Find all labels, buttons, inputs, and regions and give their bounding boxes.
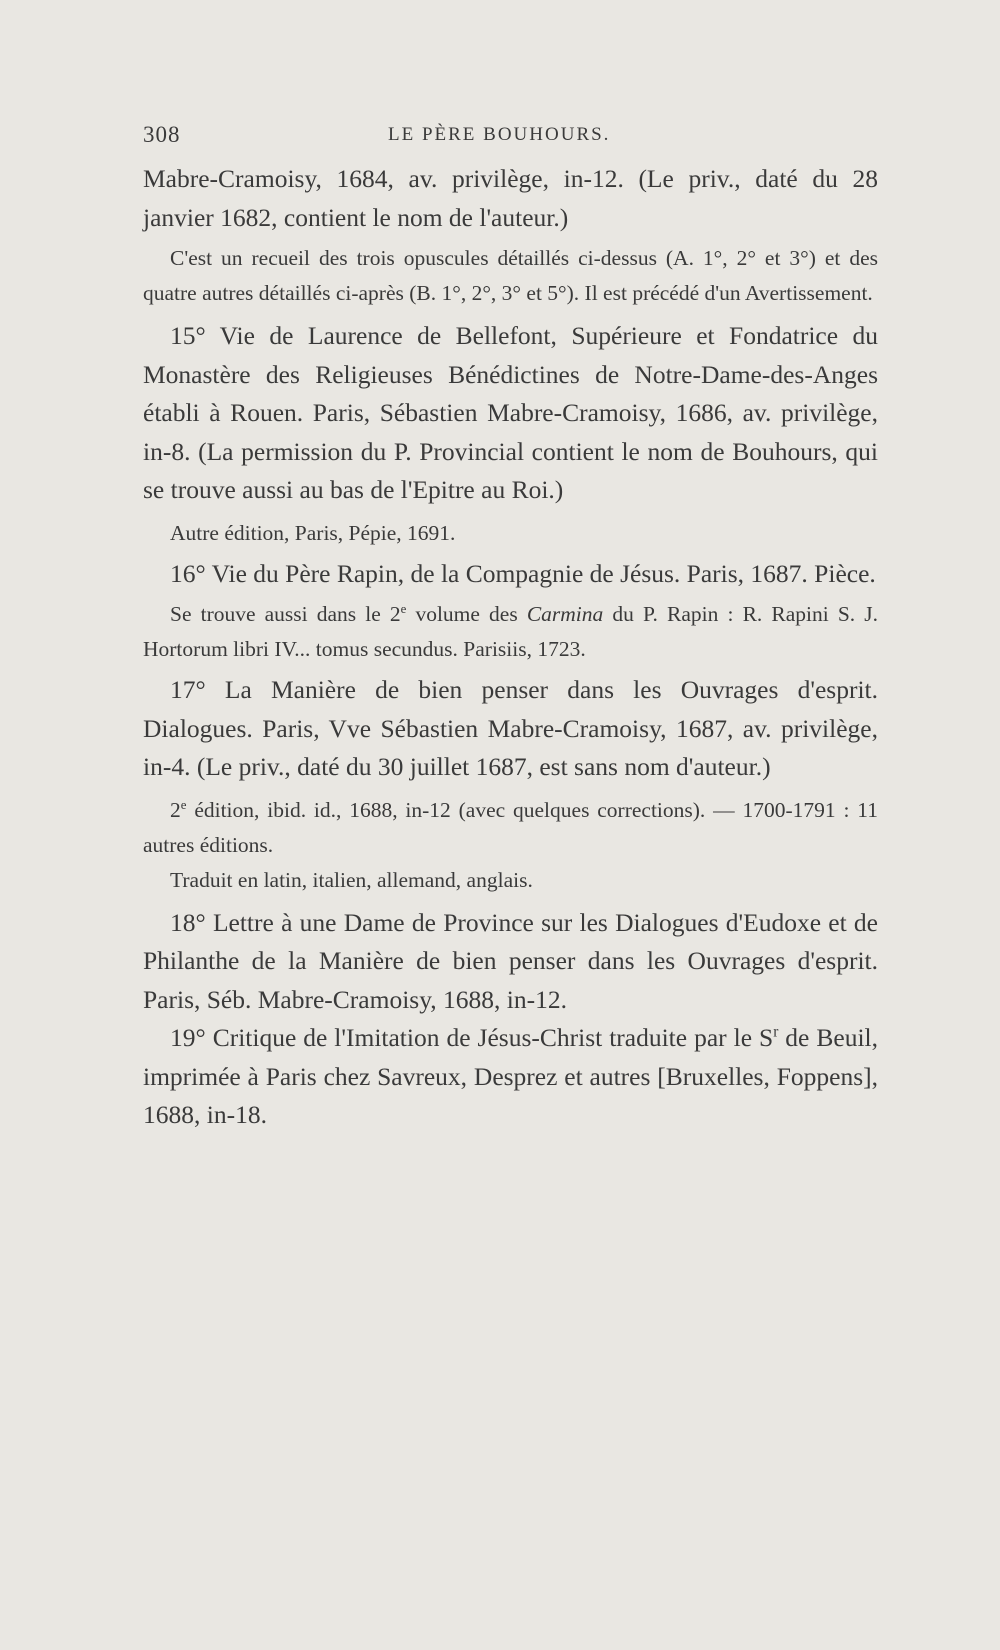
paragraph-11	[143, 1019, 878, 1135]
paragraph-11-sup: r	[773, 1023, 779, 1041]
paragraph-6-part-c: du P. Rapin : R. Rapini S. J. Hortorum libri IV... tomus secundus. Parisiis, 1723.	[143, 602, 878, 661]
paragraph-6-part-b: volume des	[406, 602, 527, 626]
paragraph-1: Mabre-Cramoisy, 1684, av. privilège, in-12. (Le priv., daté du 28 janvier 1682, contient le nom de l'auteur.)	[143, 164, 878, 232]
page-number: 308	[143, 122, 181, 147]
page-body	[143, 160, 878, 1135]
paragraph-4: Autre édition, Paris, Pépie, 1691.	[170, 520, 456, 545]
paragraph-8	[143, 793, 878, 863]
paragraph-3: 15° Vie de Laurence de Bellefont, Supérieure et Fondatrice du Monastère des Religieuses Bénédictines de Notre-Dame-des-Anges établi à Rouen. Paris, Sébastien Mabre-Cramoisy, 1686, av. privilège, in-8. (La permission du P. Provincial contient le nom de Bouhours, qui se trouve aussi au bas de l'Epitre au Roi.)	[143, 321, 878, 504]
paragraph-2: C'est un recueil des trois opuscules détaillés ci-dessus (A. 1°, 2° et 3°) et des quatre autres détaillés ci-après (B. 1°, 2°, 3° et 5°). Il est précédé d'un Avertissement.	[143, 246, 878, 305]
running-title: LE PÈRE BOUHOURS.	[388, 124, 611, 145]
paragraph-11-part-a: 19° Critique de l'Imitation de Jésus-Christ traduite par le S	[170, 1023, 774, 1052]
paragraph-6-sup: e	[400, 601, 407, 616]
paragraph-8-part-a: 2	[170, 797, 181, 822]
paragraph-5: 16° Vie du Père Rapin, de la Compagnie de Jésus. Paris, 1687. Pièce.	[170, 558, 876, 588]
paragraph-6-italic: Carmina	[526, 602, 604, 626]
paragraph-11-part-b: de Beuil, imprimée à Paris chez Savreux, Desprez et autres [Bruxelles, Foppens], 1688, in-18.	[143, 1023, 878, 1129]
paragraph-8-sup: e	[180, 797, 187, 812]
paragraph-9: Traduit en latin, italien, allemand, anglais.	[170, 867, 533, 892]
paragraph-7: 17° La Manière de bien penser dans les Ouvrages d'esprit. Dialogues. Paris, Vve Sébastien Mabre-Cramoisy, 1687, av. privilège, in-4. (Le priv., daté du 30 juillet 1687, est sans nom d'auteur.)	[143, 675, 878, 781]
paragraph-8-part-b: édition, ibid. id., 1688, in-12 (avec quelques corrections). — 1700-1791 : 11 autres éditions.	[143, 797, 878, 857]
page-header	[143, 122, 863, 152]
paragraph-10: 18° Lettre à une Dame de Province sur les Dialogues d'Eudoxe et de Philanthe de la Manière de bien penser dans les Ouvrages d'esprit. Paris, Séb. Mabre-Cramoisy, 1688, in-12.	[143, 907, 878, 1014]
paragraph-6-part-a: Se trouve aussi dans le 2	[170, 602, 401, 626]
paragraph-6	[143, 597, 878, 667]
